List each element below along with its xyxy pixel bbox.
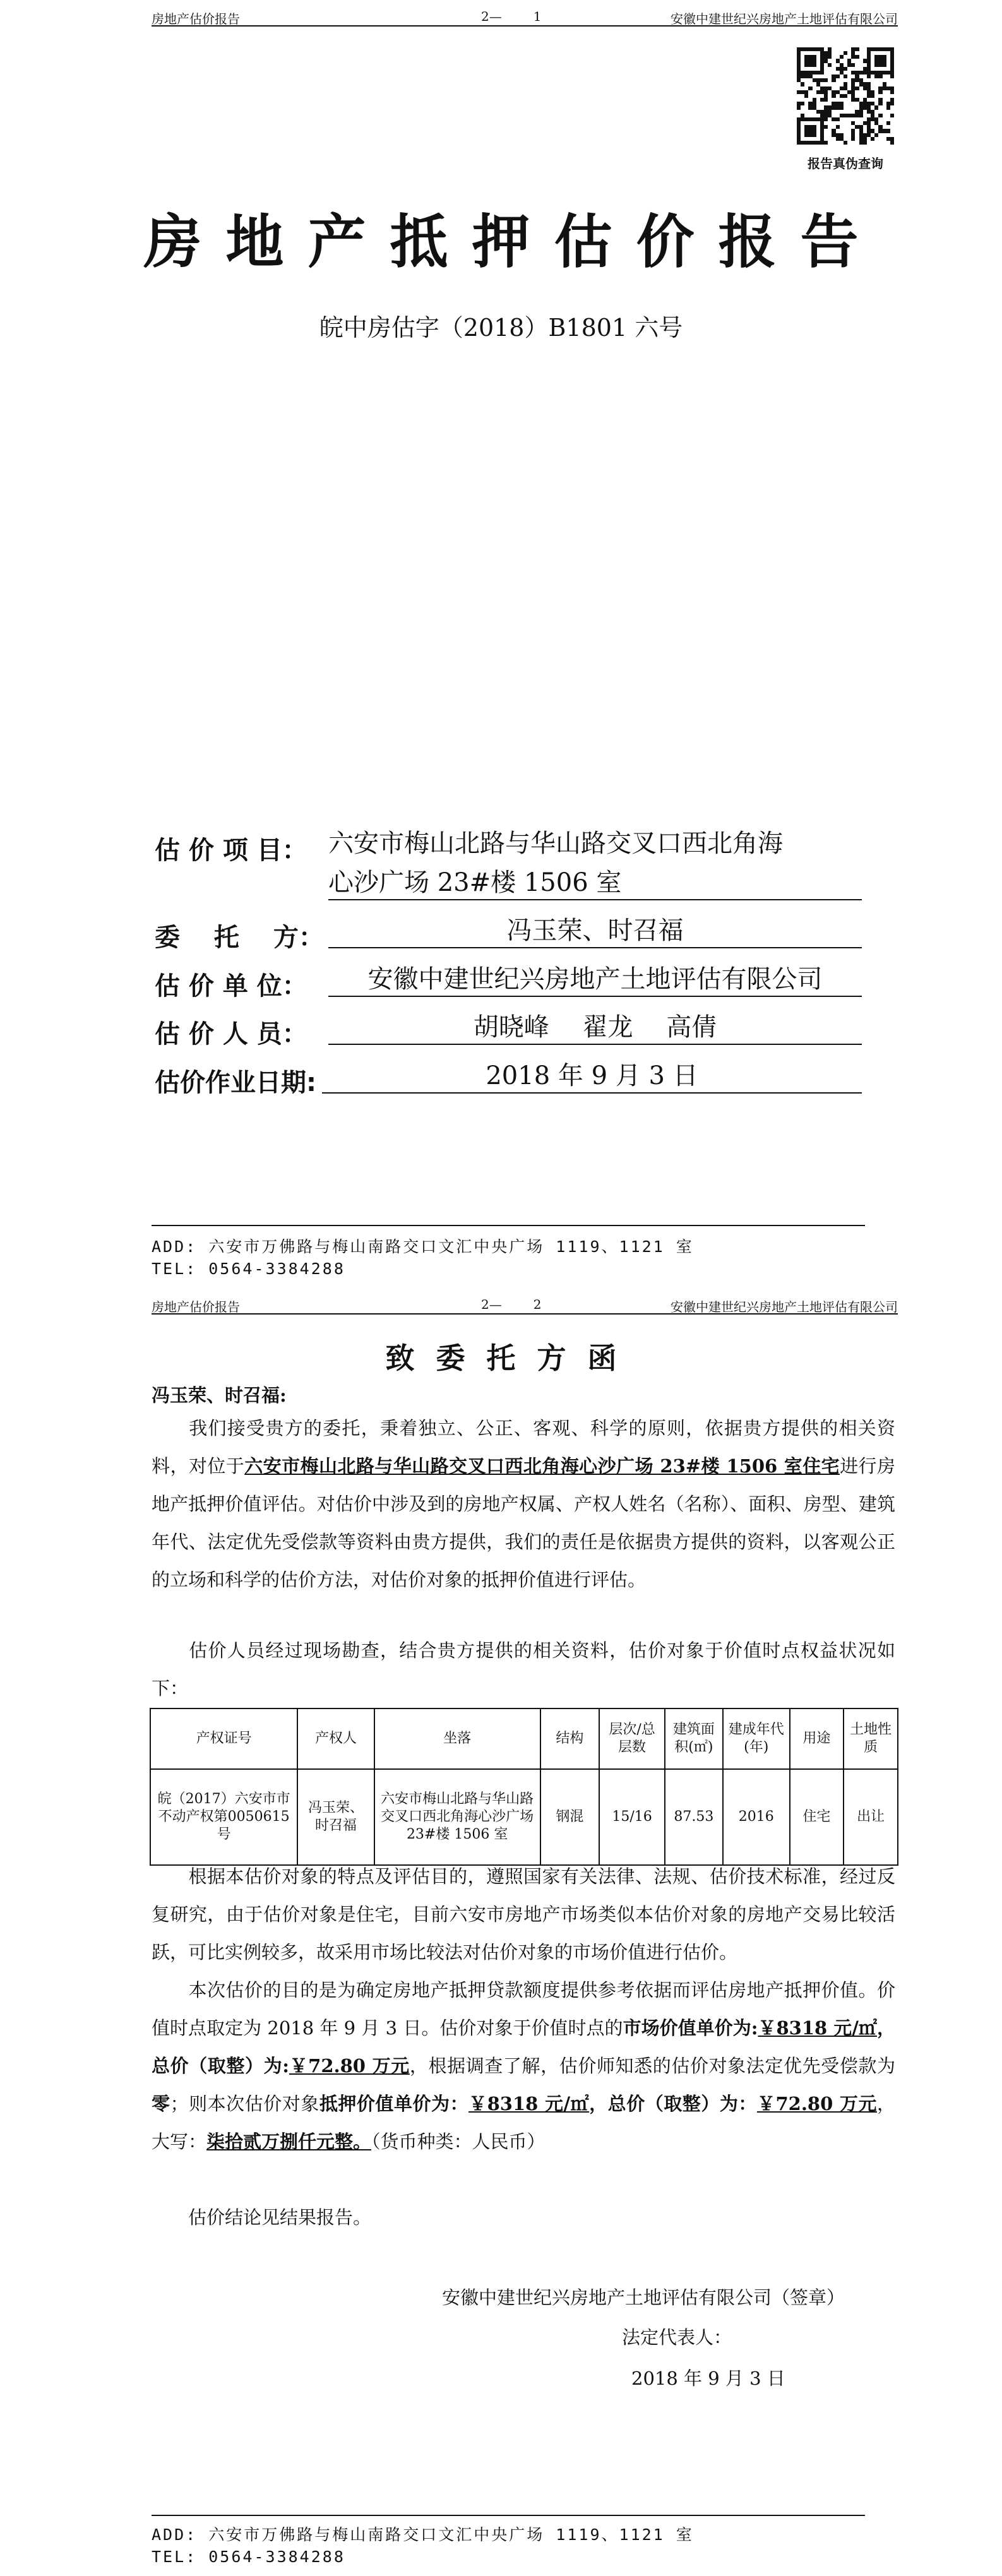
table-cell: 住宅 — [790, 1769, 844, 1865]
table-cell: 皖（2017）六安市市不动产权第0050615 号 — [150, 1769, 297, 1865]
paragraph-method: 根据本估价对象的特点及评估目的，遵照国家有关法律、法规、估价技术标准，经过反复研究，由于估价对象是住宅，目前六安市房地产市场类似本估价对象的房地产交易比较活跃，可比实例较多，故采用市场比较法对估价对象的市场价值进行估价。 — [152, 1866, 895, 1963]
footer-address: ADD: 六安市万佛路与梅山南路交口文汇中央广场 1119、1121 室 — [152, 1237, 694, 1256]
page-header — [152, 1294, 898, 1315]
signature-date: 2018 年 9 月 3 日 — [631, 2368, 785, 2389]
footer-divider — [152, 2515, 865, 2516]
market-total-price: ￥72.80 万元 — [289, 2055, 410, 2077]
paragraph-conclusion: 本次估价的目的是为确定房地产抵押贷款额度提供参考依据而评估房地产抵押价值。价值时点取定为 2018 年 9 月 3 日。估价对象于价值时点的市场价值单价为:￥8318 元/㎡，总价（取整）为:￥72.80 万元，根据调查了解，估价师知悉的估价对象法定优先受偿款为零；则本次估价对象抵押价值单价为：￥8318 元/㎡，总价（取整）为：￥72.80 万元，大写：柒拾贰万捌仟元整。（货币种类：人民币） — [152, 1979, 895, 2152]
footer-tel: TEL: 0564-3384288 — [152, 1260, 345, 1278]
client-label: 委 托 方： — [155, 923, 324, 952]
table-row — [150, 1769, 898, 1865]
signature-company: 安徽中建世纪兴房地产土地评估有限公司（签章） — [442, 2287, 845, 2308]
client-value: 冯玉荣、时召福 — [328, 914, 862, 948]
table-header-row — [150, 1708, 898, 1769]
footer-tel: TEL: 0564-3384288 — [152, 2548, 345, 2566]
table-cell: 87.53 — [665, 1769, 723, 1865]
paragraph-see-report: 估价结论见结果报告。 — [188, 2207, 372, 2228]
qr-code-icon[interactable] — [797, 47, 894, 145]
footer-divider — [152, 1225, 865, 1226]
signature-legal-rep: 法定代表人： — [622, 2327, 732, 2348]
table-cell: 六安市梅山北路与华山路交叉口西北角海心沙广场 23#楼 1506 室 — [374, 1769, 540, 1865]
table-cell: 冯玉荣、时召福 — [297, 1769, 374, 1865]
mortgage-total-price: ￥72.80 万元 — [756, 2093, 877, 2114]
table-header: 层次/总层数 — [599, 1708, 665, 1769]
table-header: 产权人 — [297, 1708, 374, 1769]
property-location: 六安市梅山北路与华山路交叉口西北角海心沙广场 23#楼 1506 室住宅 — [244, 1455, 840, 1477]
paragraph-survey: 估价人员经过现场勘查，结合贵方提供的相关资料，估价对象于价值时点权益状况如下： — [152, 1640, 895, 1699]
table-header: 结构 — [540, 1708, 600, 1769]
letter-title: 致委托方函 — [385, 1341, 638, 1375]
qr-caption: 报告真伪查询 — [808, 156, 883, 171]
report-number: 皖中房估字（2018）B1801 六号 — [319, 314, 683, 342]
table-cell: 钢混 — [540, 1769, 600, 1865]
unit-label: 估 价 单 位： — [155, 972, 307, 1001]
table-header: 建筑面积(㎡) — [665, 1708, 723, 1769]
market-unit-price: ￥8318 元/㎡ — [758, 2017, 877, 2039]
amount-in-words: 柒拾贰万捌仟元整。 — [206, 2131, 372, 2152]
appraisers-value: 胡晓峰 翟龙 高倩 — [328, 1011, 862, 1045]
property-table — [150, 1708, 898, 1866]
letter-salutation: 冯玉荣、时召福: — [152, 1385, 287, 1406]
paragraph-commission: 我们接受贵方的委托，秉着独立、公正、客观、科学的原则，依据贵方提供的相关资料，对位于六安市梅山北路与华山路交叉口西北角海心沙广场 23#楼 1506 室住宅进行房地产抵押价值评估。对估价中涉及到的房地产权属、产权人姓名（名称）、面积、房型、建筑年代、法定优先受偿款等资料由贵方提供，我们的责任是依据贵方提供的资料，以客观公正的立场和科学的估价方法，对估价对象的抵押价值进行评估。 — [152, 1417, 895, 1590]
header-page-number: 2— 2 — [481, 1297, 542, 1312]
table-header: 坐落 — [374, 1708, 540, 1769]
header-left: 房地产估价报告 — [152, 11, 240, 27]
project-value-line2: 心沙广场 23#楼 1506 室 — [328, 866, 862, 900]
header-right: 安徽中建世纪兴房地产土地评估有限公司 — [671, 1299, 898, 1315]
table-cell: 2016 — [723, 1769, 790, 1865]
project-label: 估 价 项 目： — [155, 836, 307, 865]
footer-address: ADD: 六安市万佛路与梅山南路交口文汇中央广场 1119、1121 室 — [152, 2525, 694, 2544]
header-page-number: 2— 1 — [481, 9, 542, 24]
table-cell: 出让 — [844, 1769, 898, 1865]
table-cell: 15/16 — [599, 1769, 665, 1865]
table-header: 用途 — [790, 1708, 844, 1769]
mortgage-unit-price: ￥8318 元/㎡ — [468, 2093, 590, 2114]
header-right: 安徽中建世纪兴房地产土地评估有限公司 — [671, 11, 898, 27]
header-left: 房地产估价报告 — [152, 1299, 240, 1315]
appraisers-label: 估 价 人 员： — [155, 1020, 307, 1049]
report-title: 房地产抵押估价报告 — [143, 208, 883, 276]
table-header: 产权证号 — [150, 1708, 297, 1769]
page-header — [152, 6, 898, 27]
date-value: 2018 年 9 月 3 日 — [322, 1059, 862, 1094]
unit-value: 安徽中建世纪兴房地产土地评估有限公司 — [328, 963, 862, 997]
date-label: 估价作业日期: — [155, 1068, 316, 1097]
table-header: 土地性质 — [844, 1708, 898, 1769]
project-value-line1: 六安市梅山北路与华山路交叉口西北角海 — [328, 829, 783, 858]
table-header: 建成年代(年) — [723, 1708, 790, 1769]
